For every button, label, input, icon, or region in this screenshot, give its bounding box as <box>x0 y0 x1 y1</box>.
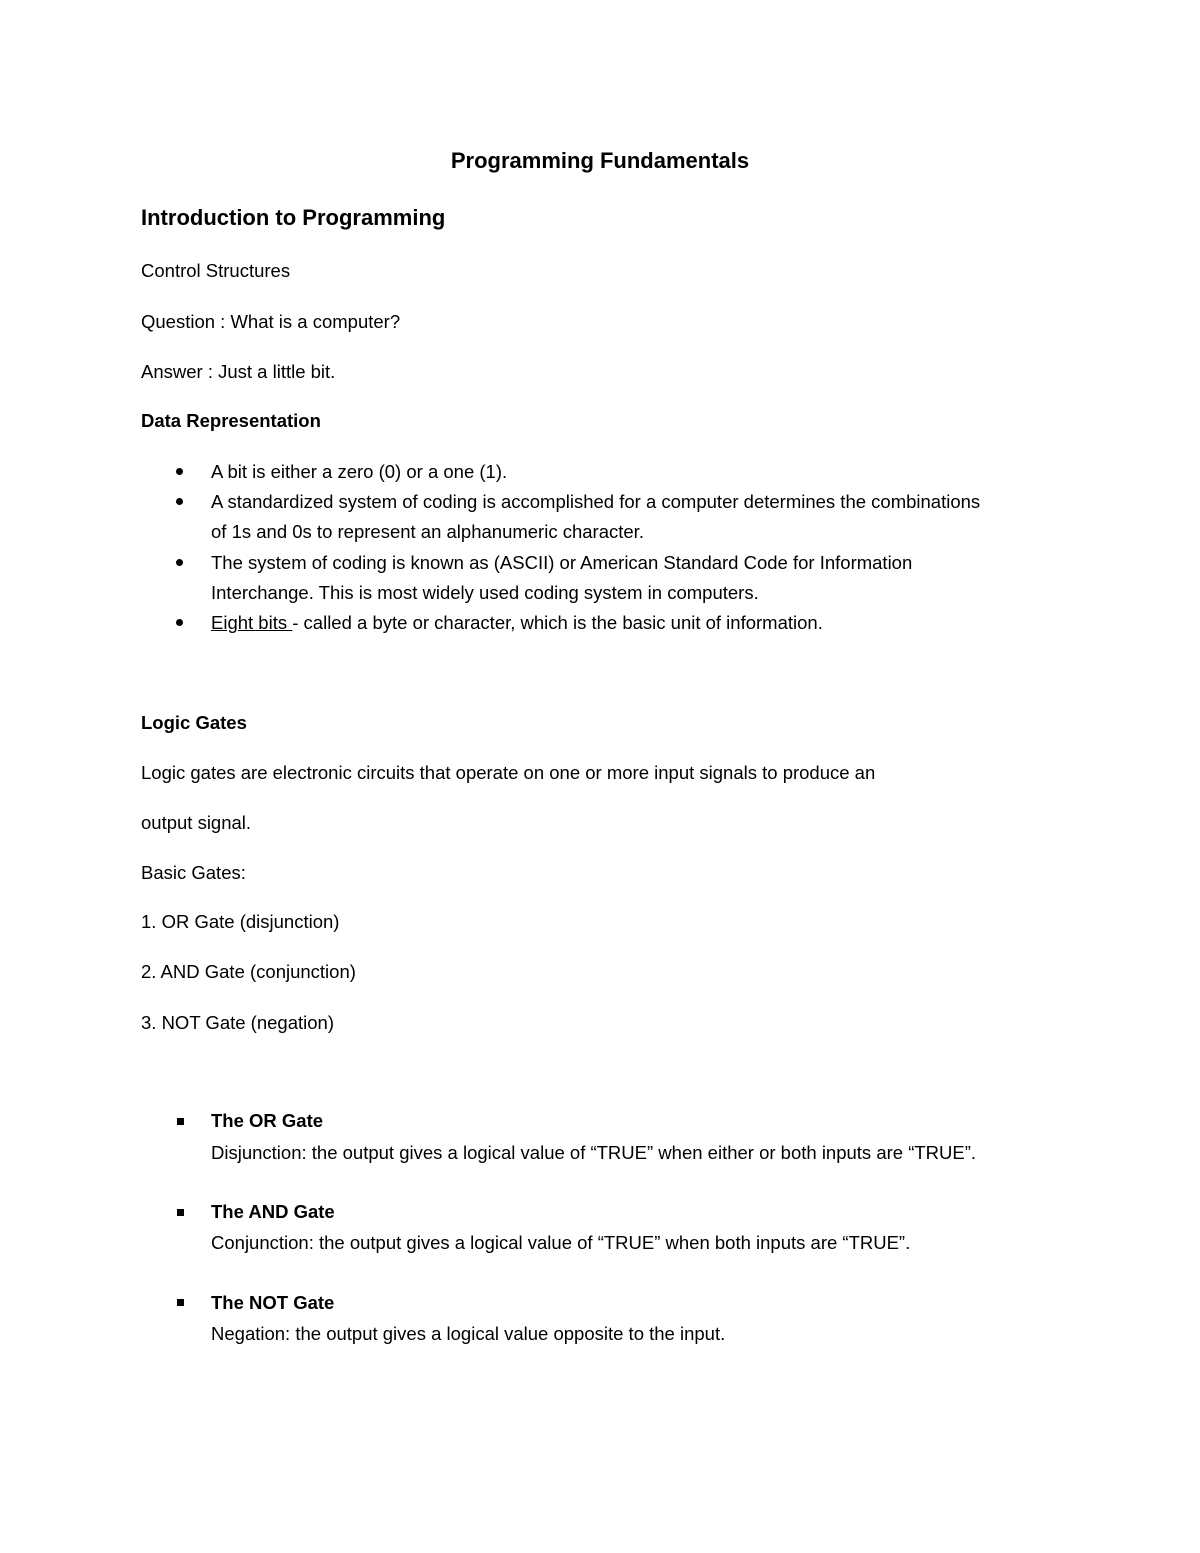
bullet-dot-icon <box>176 559 183 566</box>
bullet-square-icon <box>177 1299 184 1306</box>
gate-name: The NOT Gate <box>211 1292 335 1313</box>
gate-description: Conjunction: the output gives a logical value of “TRUE” when both inputs are “TRUE”. <box>211 1232 911 1253</box>
list-item-continuation: Interchange. This is most widely used coding system in computers. <box>211 582 759 603</box>
question-text: Question : What is a computer? <box>141 311 401 332</box>
bullet-square-icon <box>177 1209 184 1216</box>
gate-description: Disjunction: the output gives a logical value of “TRUE” when either or both inputs are “TRUE”. <box>211 1142 977 1163</box>
numbered-item: 3. NOT Gate (negation) <box>141 1012 334 1033</box>
numbered-item: 2. AND Gate (conjunction) <box>141 961 356 982</box>
list-item <box>211 612 823 634</box>
gate-description: Negation: the output gives a logical value opposite to the input. <box>211 1323 726 1344</box>
data-representation-heading: Data Representation <box>141 410 321 431</box>
numbered-item: 1. OR Gate (disjunction) <box>141 911 340 932</box>
bullet-square-icon <box>177 1118 184 1125</box>
paragraph-line: output signal. <box>141 812 252 833</box>
underlined-term: Eight bits <box>211 612 293 633</box>
section-heading: Introduction to Programming <box>141 205 446 230</box>
answer-text: Answer : Just a little bit. <box>141 361 336 382</box>
bullet-dot-icon <box>176 498 183 505</box>
list-item: A standardized system of coding is accomplished for a computer determines the combinations <box>211 491 981 512</box>
document-title: Programming Fundamentals <box>450 148 750 173</box>
logic-gates-heading: Logic Gates <box>141 712 247 733</box>
term-definition: - called a byte or character, which is the basic unit of information. <box>292 612 823 633</box>
list-item-continuation: of 1s and 0s to represent an alphanumeric character. <box>211 521 644 542</box>
bullet-dot-icon <box>176 619 183 626</box>
gate-name: The OR Gate <box>211 1110 324 1131</box>
gate-name: The AND Gate <box>211 1201 335 1222</box>
list-item: A bit is either a zero (0) or a one (1). <box>211 461 508 482</box>
paragraph-line: Logic gates are electronic circuits that operate on one or more input signals to produce an <box>141 762 876 783</box>
basic-gates-label: Basic Gates: <box>141 862 246 883</box>
subheading: Control Structures <box>141 260 291 281</box>
bullet-dot-icon <box>176 468 183 475</box>
list-item: The system of coding is known as (ASCII) or American Standard Code for Information <box>211 552 913 573</box>
